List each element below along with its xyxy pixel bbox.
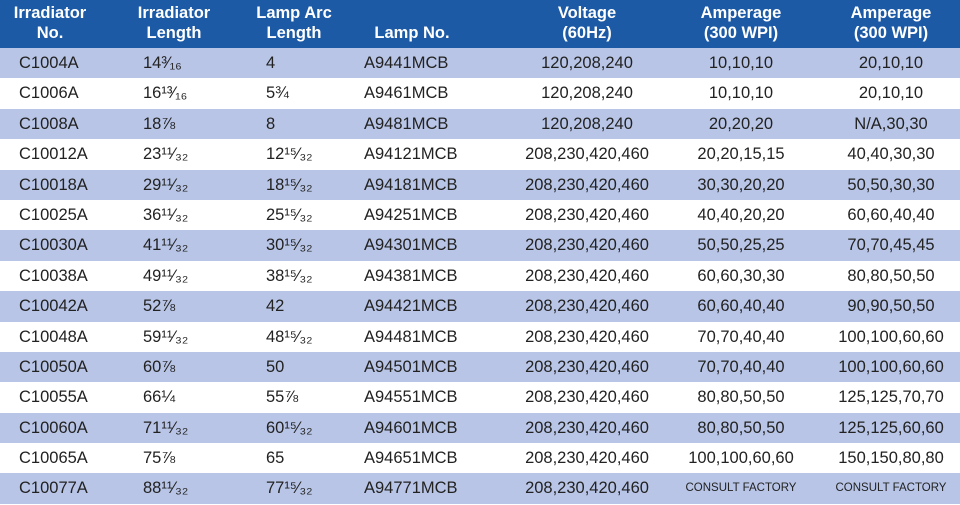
cell-amperage-2: N/A,30,30 — [854, 114, 928, 133]
cell-voltage: 208,230,420,460 — [525, 479, 649, 498]
cell-amperage-1: 10,10,10 — [708, 84, 774, 103]
cell-lamp-no: A94551MCB — [364, 388, 458, 407]
header-irradiator-no-line1: Irradiator — [13, 4, 87, 22]
cell-irradiator-no: C10012A — [19, 145, 88, 164]
cell-voltage: 208,230,420,460 — [525, 327, 649, 346]
cell-voltage: 208,230,420,460 — [525, 236, 649, 255]
header-irradiator-length-line2: Length — [146, 24, 202, 42]
cell-irradiator-length: 18⅞ — [143, 114, 176, 133]
cell-irradiator-length: 49¹¹⁄₃₂ — [143, 266, 189, 285]
cell-lamp-no: A94251MCB — [364, 205, 458, 224]
cell-voltage: 208,230,420,460 — [525, 418, 649, 437]
cell-lamp-arc-length: 38¹⁵⁄₃₂ — [266, 266, 313, 285]
cell-lamp-arc-length: 4 — [266, 54, 276, 72]
header-amperage-2 — [815, 0, 960, 48]
cell-irradiator-no: C1008A — [19, 114, 79, 133]
cell-amperage-2: 150,150,80,80 — [838, 449, 944, 468]
cell-amperage-1: 20,20,20 — [708, 114, 774, 133]
cell-irradiator-length: 14³⁄₁₆ — [143, 54, 182, 72]
table-body — [0, 48, 960, 504]
cell-irradiator-no: C10042A — [19, 297, 88, 316]
cell-lamp-arc-length: 77¹⁵⁄₃₂ — [266, 479, 313, 498]
cell-irradiator-no: C10038A — [19, 266, 88, 285]
cell-voltage: 208,230,420,460 — [525, 145, 649, 164]
table-row — [0, 170, 960, 200]
cell-voltage: 120,208,240 — [541, 54, 633, 72]
cell-irradiator-length: 59¹¹⁄₃₂ — [143, 327, 189, 346]
cell-voltage: 208,230,420,460 — [525, 297, 649, 316]
cell-amperage-1: 80,80,50,50 — [697, 388, 785, 407]
cell-amperage-1: 60,60,40,40 — [697, 297, 785, 316]
header-lamp-arc-length — [248, 0, 340, 48]
cell-amperage-1: 60,60,30,30 — [697, 266, 785, 285]
table-row — [0, 109, 960, 139]
cell-voltage: 208,230,420,460 — [525, 357, 649, 376]
cell-voltage: 208,230,420,460 — [525, 449, 649, 468]
cell-lamp-no: A94771MCB — [364, 479, 458, 498]
header-amperage-2-line2: (300 WPI) — [853, 24, 929, 42]
cell-irradiator-length: 75⅞ — [143, 449, 176, 468]
cell-voltage: 208,230,420,460 — [525, 205, 649, 224]
cell-irradiator-no: C10030A — [19, 236, 88, 255]
cell-amperage-2: 125,125,60,60 — [838, 418, 944, 437]
table-row — [0, 382, 960, 412]
cell-irradiator-no: C10060A — [19, 418, 88, 437]
header-voltage-line2: (60Hz) — [562, 24, 612, 42]
cell-lamp-no: A94421MCB — [364, 297, 458, 316]
header-voltage — [502, 0, 672, 48]
header-voltage-line1: Voltage — [557, 4, 617, 22]
header-irradiator-no-line2: No. — [36, 24, 64, 42]
cell-irradiator-no: C10065A — [19, 449, 88, 468]
cell-amperage-1: CONSULT FACTORY — [685, 482, 797, 495]
cell-lamp-arc-length: 5¾ — [266, 84, 289, 103]
cell-lamp-arc-length: 48¹⁵⁄₃₂ — [266, 327, 313, 346]
cell-lamp-no: A94121MCB — [364, 145, 458, 164]
cell-amperage-2: CONSULT FACTORY — [835, 482, 947, 495]
cell-irradiator-no: C1004A — [19, 54, 79, 72]
cell-lamp-arc-length: 65 — [266, 449, 285, 468]
cell-lamp-arc-length: 18¹⁵⁄₃₂ — [266, 175, 313, 194]
cell-amperage-2: 100,100,60,60 — [838, 357, 944, 376]
cell-lamp-arc-length: 8 — [266, 114, 276, 133]
cell-irradiator-no: C10018A — [19, 175, 88, 194]
cell-amperage-2: 60,60,40,40 — [847, 205, 935, 224]
cell-amperage-1: 80,80,50,50 — [697, 418, 785, 437]
cell-amperage-1: 30,30,20,20 — [697, 175, 785, 194]
cell-irradiator-length: 36¹¹⁄₃₂ — [143, 205, 189, 224]
cell-lamp-no: A94651MCB — [364, 449, 458, 468]
cell-lamp-no: A9461MCB — [364, 84, 449, 103]
cell-voltage: 120,208,240 — [541, 114, 633, 133]
cell-voltage: 208,230,420,460 — [525, 266, 649, 285]
cell-lamp-arc-length: 60¹⁵⁄₃₂ — [266, 418, 313, 437]
table-row — [0, 261, 960, 291]
cell-amperage-1: 20,20,15,15 — [697, 145, 785, 164]
cell-lamp-no: A94181MCB — [364, 175, 458, 194]
cell-irradiator-length: 29¹¹⁄₃₂ — [143, 175, 189, 194]
table-row — [0, 200, 960, 230]
cell-irradiator-length: 52⅞ — [143, 297, 176, 316]
table-row — [0, 48, 960, 78]
cell-amperage-1: 70,70,40,40 — [697, 357, 785, 376]
cell-amperage-2: 50,50,30,30 — [847, 175, 935, 194]
header-amperage-1 — [660, 0, 822, 48]
cell-amperage-1: 100,100,60,60 — [688, 449, 794, 468]
cell-amperage-2: 125,125,70,70 — [838, 388, 944, 407]
cell-amperage-1: 10,10,10 — [708, 54, 774, 72]
cell-lamp-no: A94601MCB — [364, 418, 458, 437]
cell-amperage-2: 80,80,50,50 — [847, 266, 935, 285]
header-amperage-1-line1: Amperage — [700, 4, 782, 22]
table-header — [0, 0, 960, 48]
cell-amperage-2: 90,90,50,50 — [847, 297, 935, 316]
cell-irradiator-no: C10048A — [19, 327, 88, 346]
table-row — [0, 413, 960, 443]
table-row — [0, 352, 960, 382]
cell-lamp-arc-length: 55⅞ — [266, 388, 299, 407]
cell-irradiator-length: 71¹¹⁄₃₂ — [143, 418, 189, 437]
table-row — [0, 291, 960, 321]
cell-lamp-arc-length: 50 — [266, 357, 285, 376]
cell-voltage: 208,230,420,460 — [525, 388, 649, 407]
table-row — [0, 443, 960, 473]
cell-irradiator-length: 23¹¹⁄₃₂ — [143, 145, 189, 164]
cell-amperage-2: 20,10,10 — [858, 84, 924, 103]
header-irradiator-no — [0, 0, 100, 48]
cell-irradiator-length: 41¹¹⁄₃₂ — [143, 236, 189, 255]
table-row — [0, 230, 960, 260]
header-lamp-arc-length-line1: Lamp Arc — [256, 4, 332, 22]
cell-amperage-1: 70,70,40,40 — [697, 327, 785, 346]
cell-lamp-arc-length: 12¹⁵⁄₃₂ — [266, 145, 313, 164]
cell-lamp-arc-length: 25¹⁵⁄₃₂ — [266, 205, 313, 224]
table-row — [0, 322, 960, 352]
cell-voltage: 208,230,420,460 — [525, 175, 649, 194]
cell-irradiator-length: 16¹³⁄₁₆ — [143, 84, 188, 103]
cell-irradiator-no: C10055A — [19, 388, 88, 407]
header-amperage-2-line1: Amperage — [850, 4, 932, 22]
header-irradiator-length — [128, 0, 220, 48]
table-row — [0, 139, 960, 169]
cell-amperage-2: 70,70,45,45 — [847, 236, 935, 255]
cell-irradiator-length: 60⅞ — [143, 357, 176, 376]
cell-amperage-2: 100,100,60,60 — [838, 327, 944, 346]
table-row — [0, 473, 960, 503]
cell-irradiator-no: C1006A — [19, 84, 79, 103]
cell-irradiator-length: 88¹¹⁄₃₂ — [143, 479, 189, 498]
cell-lamp-no: A94301MCB — [364, 236, 458, 255]
cell-lamp-arc-length: 42 — [266, 297, 285, 316]
header-lamp-no — [356, 0, 468, 48]
cell-lamp-no: A94481MCB — [364, 327, 458, 346]
cell-irradiator-no: C10025A — [19, 205, 88, 224]
cell-voltage: 120,208,240 — [541, 84, 633, 103]
cell-amperage-1: 50,50,25,25 — [697, 236, 785, 255]
cell-amperage-2: 40,40,30,30 — [847, 145, 935, 164]
header-lamp-arc-length-line2: Length — [266, 24, 322, 42]
header-amperage-1-line2: (300 WPI) — [703, 24, 779, 42]
header-lamp-no-line2: Lamp No. — [374, 24, 450, 42]
cell-amperage-1: 40,40,20,20 — [697, 205, 785, 224]
cell-lamp-arc-length: 30¹⁵⁄₃₂ — [266, 236, 313, 255]
header-irradiator-length-line1: Irradiator — [137, 4, 211, 22]
cell-lamp-no: A9441MCB — [364, 54, 449, 72]
cell-irradiator-length: 66¼ — [143, 388, 176, 407]
cell-amperage-2: 20,10,10 — [858, 54, 924, 72]
cell-lamp-no: A94501MCB — [364, 357, 458, 376]
table-row — [0, 78, 960, 108]
cell-lamp-no: A94381MCB — [364, 266, 458, 285]
cell-irradiator-no: C10050A — [19, 357, 88, 376]
cell-lamp-no: A9481MCB — [364, 114, 449, 133]
cell-irradiator-no: C10077A — [19, 479, 88, 498]
